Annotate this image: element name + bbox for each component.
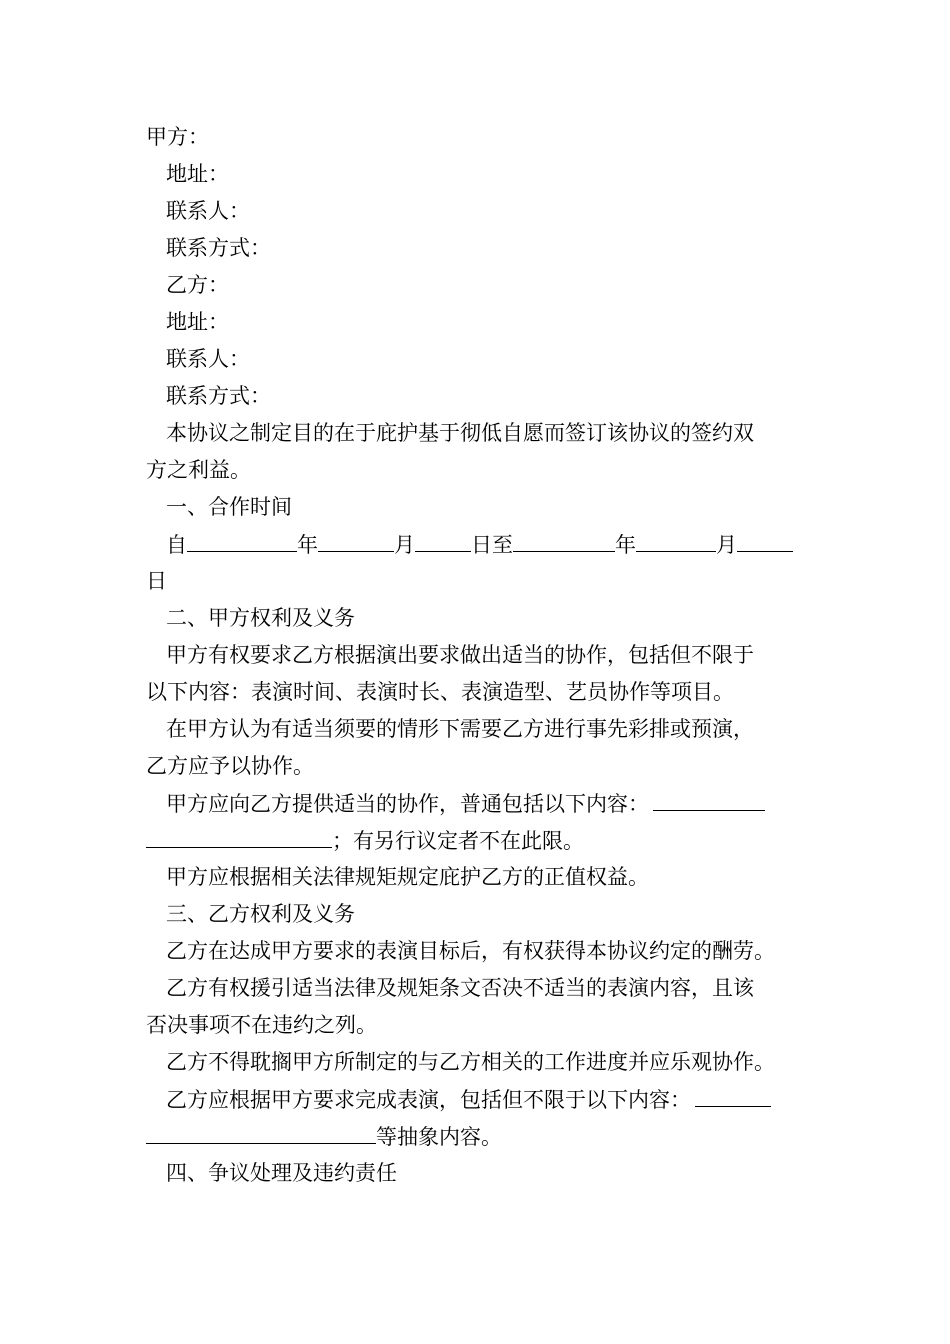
- performance-content-blank-1[interactable]: [695, 1086, 771, 1107]
- section-3-p4-line-1: [166, 1086, 771, 1113]
- performance-content-blank-2[interactable]: [146, 1123, 376, 1144]
- date-from-text: 自: [166, 533, 187, 557]
- section-3-p4-text: 乙方应根据甲方要求完成表演，包括但不限于以下内容：: [166, 1088, 691, 1112]
- start-month-blank[interactable]: [318, 531, 394, 552]
- section-2-p3-text: 甲方应向乙方提供适当的协作，普通包括以下内容：: [166, 792, 649, 816]
- party-b-address: 地址：: [166, 310, 229, 334]
- date-day2-text: 日: [146, 569, 167, 593]
- date-year2-text: 年: [615, 533, 636, 557]
- date-year-text: 年: [297, 533, 318, 557]
- end-year-blank[interactable]: [513, 531, 615, 552]
- section-2-p2-line-2: 乙方应予以协作。: [146, 754, 314, 778]
- section-2-p1-line-1: 甲方有权要求乙方根据演出要求做出适当的协作，包括但不限于: [166, 643, 754, 667]
- section-2-p3-line-2: [146, 827, 584, 854]
- party-a-contact-person: 联系人：: [166, 199, 250, 223]
- section-2-p4: 甲方应根据相关法律规矩规定庇护乙方的正值权益。: [166, 865, 649, 889]
- party-a-label: 甲方：: [146, 125, 209, 149]
- party-a-contact-info: 联系方式：: [166, 236, 271, 260]
- date-month2-text: 月: [716, 533, 737, 557]
- section-2-p3-line-1: [166, 790, 765, 817]
- end-month-blank[interactable]: [636, 531, 716, 552]
- cooperation-content-blank-1[interactable]: [653, 790, 765, 811]
- section-3-p3: 乙方不得耽搁甲方所制定的与乙方相关的工作进度并应乐观协作。: [166, 1050, 775, 1074]
- preamble-line-1: 本协议之制定目的在于庇护基于彻低自愿而签订该协议的签约双: [166, 421, 754, 445]
- section-3-heading: 三、乙方权利及义务: [166, 902, 355, 926]
- section-2-p1-line-2: 以下内容：表演时间、表演时长、表演造型、艺员协作等项目。: [146, 680, 734, 704]
- party-b-label: 乙方：: [166, 273, 229, 297]
- section-2-p2-line-1: 在甲方认为有适当须要的情形下需要乙方进行事先彩排或预演，: [166, 717, 754, 741]
- end-day-blank[interactable]: [737, 531, 793, 552]
- section-3-p2-line-2: 否决事项不在违约之列。: [146, 1013, 377, 1037]
- date-day-to-text: 日至: [471, 533, 513, 557]
- section-1-heading: 一、合作时间: [166, 495, 292, 519]
- start-year-blank[interactable]: [187, 531, 297, 552]
- section-3-p2-line-1: 乙方有权援引适当法律及规矩条文否决不适当的表演内容，且该: [166, 976, 754, 1000]
- party-a-address: 地址：: [166, 162, 229, 186]
- section-2-heading: 二、甲方权利及义务: [166, 606, 355, 630]
- section-3-p1: 乙方在达成甲方要求的表演目标后，有权获得本协议约定的酬劳。: [166, 939, 775, 963]
- section-3-p4-tail: 等抽象内容。: [376, 1125, 502, 1149]
- cooperation-content-blank-2[interactable]: [146, 827, 332, 848]
- party-b-contact-info: 联系方式：: [166, 384, 271, 408]
- section-3-p4-line-2: [146, 1123, 502, 1150]
- section-4-heading: 四、争议处理及违约责任: [166, 1161, 397, 1185]
- date-month-text: 月: [394, 533, 415, 557]
- party-b-contact-person: 联系人：: [166, 347, 250, 371]
- section-2-p3-tail: ；有另行议定者不在此限。: [332, 829, 584, 853]
- start-day-blank[interactable]: [415, 531, 471, 552]
- cooperation-date-line: [166, 531, 793, 558]
- preamble-line-2: 方之利益。: [146, 458, 251, 482]
